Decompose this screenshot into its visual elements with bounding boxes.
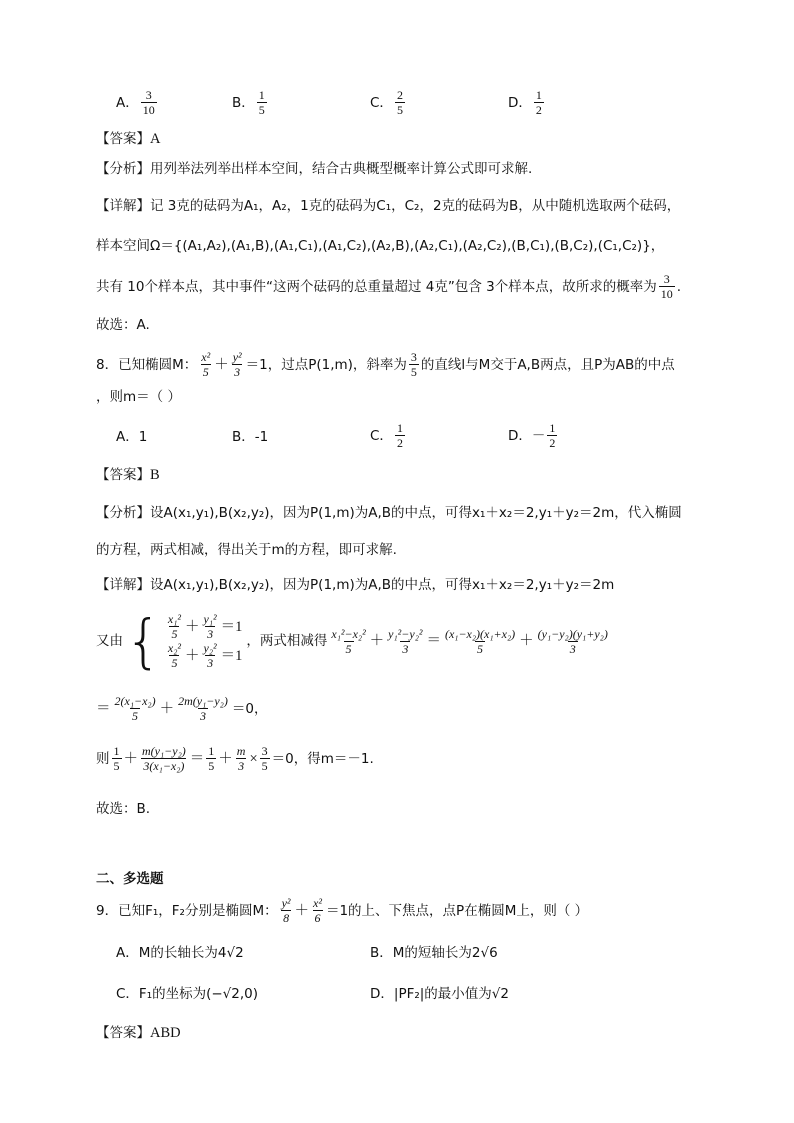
numerator: 3 <box>663 272 670 286</box>
q8-analysis-line2 <box>96 541 397 559</box>
stem-text: 的直线l与M交于A,B两点，且P为AB的中点 <box>420 356 675 373</box>
denominator: 5 <box>258 103 265 117</box>
q9-option-b <box>370 944 498 962</box>
fraction: $\frac{\text{y₁²−y₂²}}{3}$ <box>388 626 423 656</box>
q8-choose <box>96 800 150 818</box>
choose-text: 故选：A. <box>96 317 150 333</box>
answer-value: A <box>150 131 161 147</box>
denominator: 10 <box>142 103 155 117</box>
answer-value: ABD <box>150 1025 181 1041</box>
fraction: $\frac{1}{5}$ <box>113 744 120 773</box>
fraction: $\frac{1}{2}$ <box>549 421 556 450</box>
q9-stem: 9．已知F₁，F₂分别是椭圆M： $\frac{\text{y²}}{8}$ ＋ $\frac{\text{x²}}{6}$ ＝1的上、下焦点，点P在椭圆M上，则（ ） <box>96 896 589 925</box>
q8-detail-line1 <box>96 576 614 594</box>
detail-text: 则 <box>96 750 110 767</box>
fraction <box>534 88 544 117</box>
analysis-text: 的方程，两式相减，得出关于m的方程，即可求解. <box>96 542 397 558</box>
answer-tag: 【答案】 <box>96 467 150 483</box>
fraction: $\frac{\text{x²}}{6}$ <box>313 896 322 925</box>
option-text: B．M的短轴长为2√6 <box>370 945 498 961</box>
q7-option-b <box>232 88 269 117</box>
q8-answer <box>96 466 160 484</box>
detail-text: 记 3克的砝码为A₁，A₂，1克的砝码为C₁，C₂，2克的砝码为B，从中随机选取两个砝码， <box>150 198 681 214</box>
detail-tag: 【详解】 <box>96 577 150 593</box>
choose-text: 故选：B. <box>96 801 151 817</box>
option-text: A．1 <box>116 429 148 445</box>
fraction: $\frac{\text{x²}}{5}$ <box>201 350 211 379</box>
q8-stem-line2 <box>96 388 181 406</box>
option-text: D．|PF₂|的最小值为√2 <box>370 986 510 1002</box>
fraction <box>141 88 157 117</box>
q9-option-d <box>370 985 509 1003</box>
detail-tag: 【详解】 <box>96 198 150 214</box>
q9-answer <box>96 1024 181 1042</box>
analysis-text: 设A(x₁,y₁),B(x₂,y₂)，因为P(1,m)为A,B的中点，可得x₁＋x₂＝2,y₁＋y₂＝2m，代入椭圆 <box>150 505 682 521</box>
section-title-text: 二、多选题 <box>96 871 164 887</box>
q7-option-a <box>116 88 159 117</box>
q7-answer <box>96 130 160 148</box>
stem-text: ＝1的上、下焦点，点P在椭圆M上，则（ ） <box>325 902 589 919</box>
option-text: C．F₁的坐标为(−√2,0) <box>116 986 259 1002</box>
q7-detail-line3: 共有 10个样本点，其中事件“这两个砝码的总重量超过 4克”包含 3个样本点，故所求的概率为 $\frac{3}{10}$ . <box>96 272 682 301</box>
stem-text: ，则m＝（ ） <box>96 389 181 405</box>
stem-text: 9．已知F₁，F₂分别是椭圆M： <box>96 902 278 919</box>
q9-option-a <box>116 944 244 962</box>
equation-system: $\frac{\text{x₁²}}{5}$ ＋ $\frac{\text{y₁²}}{3}$ ＝1 $\frac{\text{x₂²}}{5}$ ＋ $\frac{\text{y₂²}}{3}$ ＝1 <box>167 612 243 670</box>
q8-stem: 8．已知椭圆M： $\frac{\text{x²}}{5}$ ＋ $\frac{\text{y²}}{3}$ ＝1，过点P(1,m)，斜率为 $\frac{3}{5}$ 的直线l与M交于A,B两点，且P为AB的中点 <box>96 350 675 379</box>
q8-option-a <box>116 428 147 446</box>
q8-detail-line3: ＝ $\frac{\text{2(x₁−x₂)}}{5}$ ＋ $\frac{\text{2m(y₁−y₂)}}{3}$ ＝0， <box>96 694 268 723</box>
detail-text: 共有 10个样本点，其中事件“这两个砝码的总重量超过 4克”包含 3个样本点，故所求的概率为 <box>96 278 657 295</box>
section-title <box>96 870 164 888</box>
q8-option-c <box>370 421 407 450</box>
numerator: 1 <box>535 88 542 102</box>
fraction: $\frac{\text{m(y₁−y₂)}}{\text{3(x₁−x₂)}}$ <box>142 744 186 773</box>
q9-option-c <box>116 985 258 1003</box>
analysis-tag: 【分析】 <box>96 161 150 177</box>
numerator: 1 <box>258 88 265 102</box>
option-letter: D． <box>508 94 532 111</box>
q7-choose <box>96 316 150 334</box>
q8-analysis-line1 <box>96 504 682 522</box>
q8-option-b <box>232 428 268 446</box>
q7-sample-space <box>96 237 664 255</box>
q8-option-d <box>508 421 559 450</box>
fraction: $\frac{1}{5}$ <box>208 744 215 773</box>
fraction: $\frac{\text{(y₁−y₂)(y₁+y₂)}}{3}$ <box>537 626 608 656</box>
analysis-text: 用列举法列举出样本空间，结合古典概型概率计算公式即可求解. <box>150 161 533 177</box>
fraction: $\frac{m}{3}$ <box>236 744 246 773</box>
detail-text: ，两式相减得 <box>246 633 328 649</box>
option-text: B．-1 <box>232 429 269 445</box>
detail-text: 又由 <box>96 633 123 649</box>
denominator: 2 <box>535 103 542 117</box>
fraction: $\frac{3}{5}$ <box>261 744 268 773</box>
fraction: $\frac{3}{5}$ <box>410 350 417 379</box>
fraction: $\frac{\text{y²}}{8}$ <box>281 896 291 925</box>
analysis-tag: 【分析】 <box>96 505 150 521</box>
numerator: 3 <box>145 88 152 102</box>
q7-option-d <box>508 88 546 117</box>
option-text: D．－ <box>508 427 546 444</box>
sample-space-text: 样本空间Ω＝{(A₁,A₂),(A₁,B),(A₁,C₁),(A₁,C₂),(A₂,B),(A₂,C₁),(A₂,C₂),(B,C₁),(B,C₂),(C₁,C₂)}， <box>96 238 665 254</box>
fraction: $\frac{\text{x₁²−x₂²}}{5}$ <box>331 626 366 656</box>
detail-text: ＝0， <box>231 700 268 717</box>
q8-detail-line4: 则 $\frac{1}{5}$ ＋ $\frac{\text{m(y₁−y₂)}}{\text{3(x₁−x₂)}}$ ＝ $\frac{1}{5}$ ＋ $\frac{m}{3}$ × $\frac{3}{5}$ ＝0，得m＝－1. <box>96 744 374 773</box>
fraction: $\frac{\text{2(x₁−x₂)}}{5}$ <box>114 694 156 723</box>
option-text: C． <box>370 427 393 444</box>
detail-text: 设A(x₁,y₁),B(x₂,y₂)，因为P(1,m)为A,B的中点，可得x₁＋x₂＝2,y₁＋y₂＝2m <box>150 577 615 593</box>
option-letter: C． <box>370 94 393 111</box>
q7-analysis <box>96 160 532 178</box>
q7-option-c <box>370 88 407 117</box>
numerator: 2 <box>396 88 403 102</box>
option-letter: B． <box>232 94 255 111</box>
denominator: 10 <box>660 287 673 301</box>
denominator: 5 <box>396 103 403 117</box>
answer-tag: 【答案】 <box>96 131 150 147</box>
option-letter: A． <box>116 94 139 111</box>
option-text: A．M的长轴长为4√2 <box>116 945 244 961</box>
fraction <box>395 88 405 117</box>
fraction: $\frac{1}{2}$ <box>396 421 403 450</box>
fraction <box>659 272 675 301</box>
stem-text: ＝1，过点P(1,m)，斜率为 <box>245 356 407 373</box>
fraction: $\frac{\text{y²}}{3}$ <box>232 350 242 379</box>
left-brace: { <box>125 607 162 675</box>
detail-text: ＝0，得m＝－1. <box>271 750 374 767</box>
q7-detail-line1 <box>96 197 680 215</box>
answer-value: B <box>150 467 160 483</box>
fraction <box>257 88 267 117</box>
answer-tag: 【答案】 <box>96 1025 150 1041</box>
fraction: $\frac{\text{(x₁−x₂)(x₁+x₂)}}{5}$ <box>444 626 516 656</box>
fraction: $\frac{\text{2m(y₁−y₂)}}{3}$ <box>178 694 228 723</box>
q8-system-line: 又由 { $\frac{\text{x₁²}}{5}$ ＋ $\frac{\text{y₁²}}{3}$ ＝1 $\frac{\text{x₂²}}{5}$ ＋ $\frac{\text{y₂²}}{3}$ ＝1 ，两式相减得 $\frac{\text{x₁²−x₂²}}{5}$ ＋ $\frac{\text{y₁²−y₂²}}{3}$ ＝ $\frac{\text{(x₁−x₂)(x₁+x₂)}}{5}$ ＋ $\frac{\text{(y₁−y₂)(y₁+y₂)}}{3}$ <box>96 607 608 675</box>
stem-text: 8．已知椭圆M： <box>96 356 198 373</box>
